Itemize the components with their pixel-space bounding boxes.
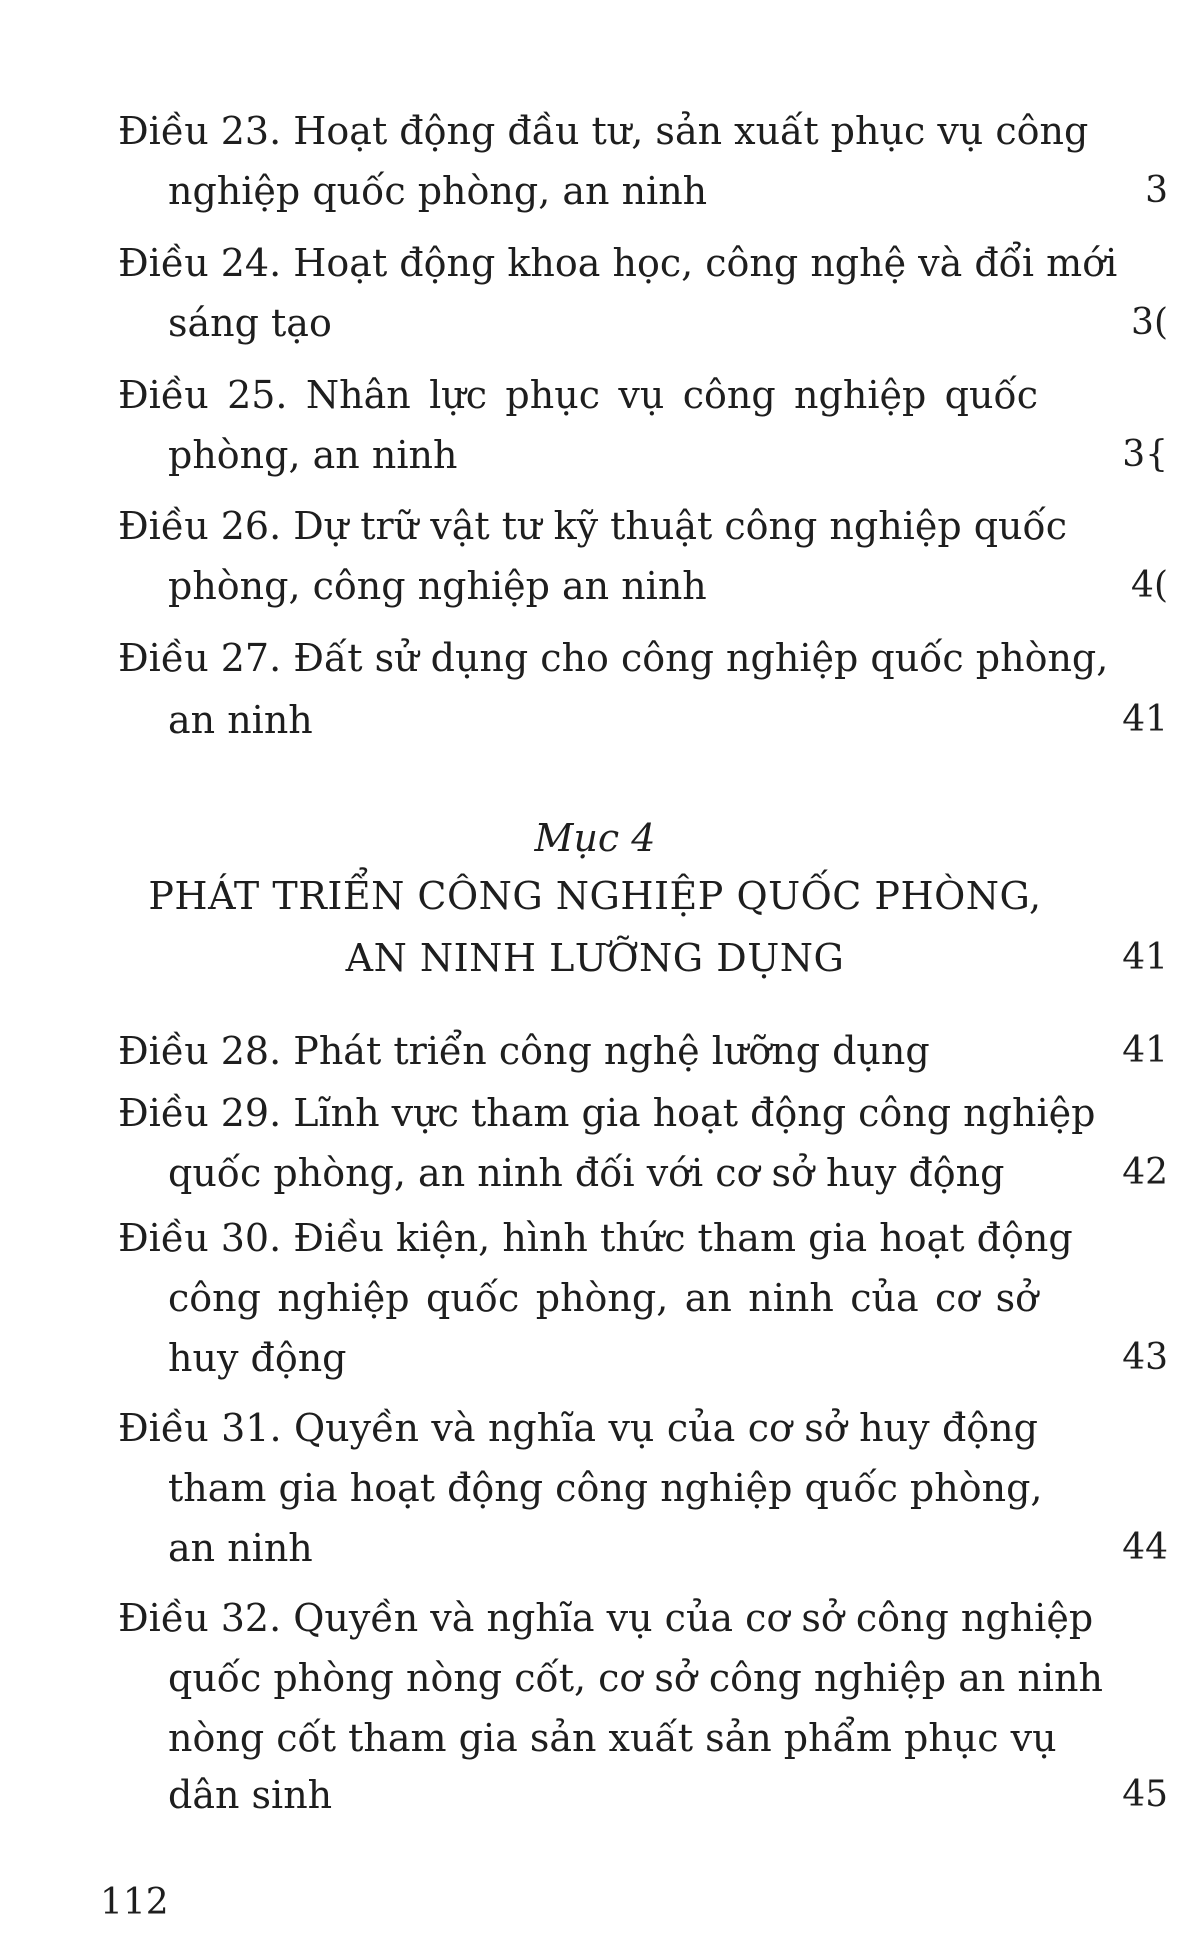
entry-page-number: 3{ bbox=[1122, 434, 1168, 475]
entry-line-2: phòng, công nghiệp an ninh bbox=[168, 564, 707, 608]
entry-page-number: 42 bbox=[1122, 1152, 1168, 1193]
entry-line-2: an ninh bbox=[168, 698, 313, 742]
entry-line-4: dân sinh bbox=[168, 1773, 333, 1817]
entry-line-3: huy động bbox=[168, 1336, 347, 1380]
entry-page-number: 44 bbox=[1122, 1527, 1168, 1568]
entry-line-1: Điều 23. Hoạt động đầu tư, sản xuất phục vụ công bbox=[118, 109, 1089, 153]
entry-line-3: an ninh bbox=[168, 1526, 313, 1570]
entry-line-2: phòng, an ninh bbox=[168, 433, 458, 477]
entry-line-2: công nghiệp quốc phòng, an ninh của cơ sở bbox=[168, 1276, 1038, 1320]
entry-page-number: 3( bbox=[1131, 302, 1168, 343]
entry-line-2: nghiệp quốc phòng, an ninh bbox=[168, 169, 708, 213]
entry-page-number: 45 bbox=[1122, 1774, 1168, 1815]
entry-line-2: quốc phòng nòng cốt, cơ sở công nghiệp an ninh bbox=[168, 1656, 1103, 1700]
section-page-number: 41 bbox=[1122, 937, 1168, 978]
entry-page-number: 3 bbox=[1145, 170, 1168, 211]
entry-line-1: Điều 27. Đất sử dụng cho công nghiệp quốc phòng, bbox=[118, 636, 1109, 680]
entry-page-number: 43 bbox=[1122, 1337, 1168, 1378]
section-title-line-2: AN NINH LƯỠNG DỤNG bbox=[345, 936, 845, 980]
entry-page-number: 41 bbox=[1122, 699, 1168, 740]
entry-line-1: Điều 28. Phát triển công nghệ lưỡng dụng bbox=[118, 1029, 930, 1073]
entry-line-2: sáng tạo bbox=[168, 301, 332, 345]
section-title-line-1: PHÁT TRIỂN CÔNG NGHIỆP QUỐC PHÒNG, bbox=[148, 874, 1042, 918]
entry-line-1: Điều 31. Quyền và nghĩa vụ của cơ sở huy động bbox=[118, 1406, 1038, 1450]
entry-line-1: Điều 24. Hoạt động khoa học, công nghệ và đổi mới bbox=[118, 241, 1118, 285]
entry-line-2: quốc phòng, an ninh đối với cơ sở huy động bbox=[168, 1151, 1005, 1195]
entry-page-number: 4( bbox=[1131, 565, 1168, 606]
entry-line-1: Điều 30. Điều kiện, hình thức tham gia hoạt động bbox=[118, 1216, 1073, 1260]
entry-line-1: Điều 26. Dự trữ vật tư kỹ thuật công nghiệp quốc bbox=[118, 504, 1068, 548]
entry-line-1: Điều 29. Lĩnh vực tham gia hoạt động công nghiệp bbox=[118, 1091, 1096, 1135]
entry-page-number: 41 bbox=[1122, 1030, 1168, 1071]
footer-page-number: 112 bbox=[100, 1882, 169, 1923]
entry-line-1: Điều 25. Nhân lực phục vụ công nghiệp quốc bbox=[118, 373, 1038, 417]
entry-line-1: Điều 32. Quyền và nghĩa vụ của cơ sở công nghiệp bbox=[118, 1596, 1094, 1640]
section-label: Mục 4 bbox=[534, 816, 656, 860]
entry-line-2: tham gia hoạt động công nghiệp quốc phòng, bbox=[168, 1466, 1043, 1510]
entry-line-3: nòng cốt tham gia sản xuất sản phẩm phục vụ bbox=[168, 1716, 1057, 1760]
